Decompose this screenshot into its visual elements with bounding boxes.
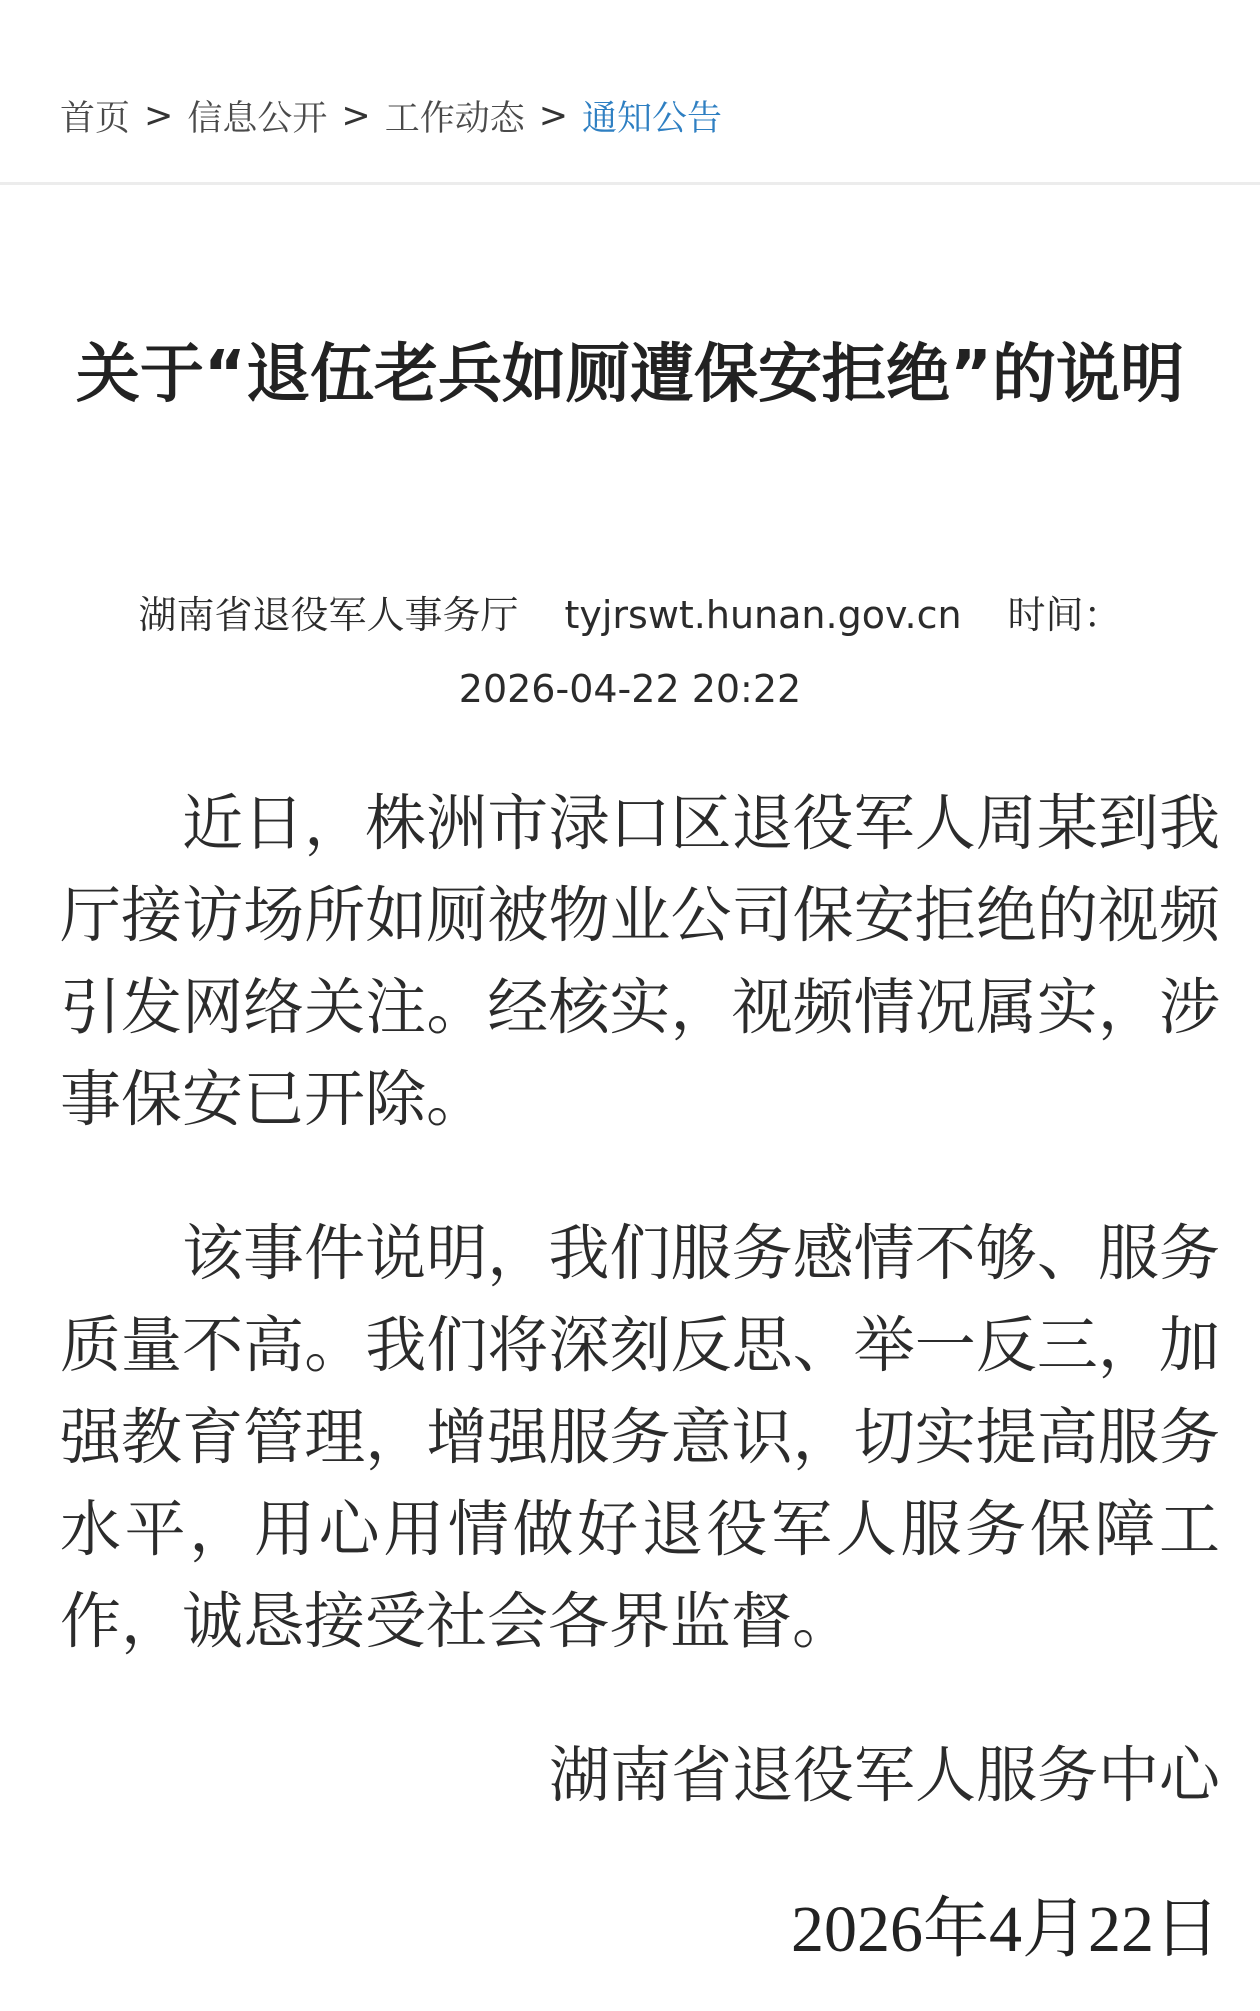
breadcrumb-notices-link[interactable]: 通知公告 [582, 99, 723, 139]
breadcrumb-separator: > [144, 96, 174, 136]
publish-time: 2026-04-22 20:22 [458, 667, 802, 711]
breadcrumb-home-link[interactable]: 首页 [60, 99, 131, 139]
article-body [60, 778, 1220, 1668]
article-paragraph: 近日，株洲市渌口区退役军人周某到我厅接访场所如厕被物业公司保安拒绝的视频引发网络关注。经核实，视频情况属实，涉事保安已开除。 [60, 788, 1220, 1135]
article-signature: 湖南省退役军人服务中心 [548, 1740, 1220, 1811]
article-title: 关于“退伍老兵如厕遭保安拒绝”的说明 [75, 337, 1185, 412]
breadcrumb-separator: > [538, 96, 569, 136]
source-label: 湖南省退役军人事务厅 [138, 593, 519, 637]
breadcrumb-info-public-link[interactable]: 信息公开 [187, 99, 328, 139]
header-divider [0, 182, 1260, 185]
article-date: 2026年4月22日 [791, 1893, 1220, 1966]
breadcrumb [60, 86, 722, 146]
breadcrumb-separator: > [341, 96, 371, 136]
article-paragraph: 该事件说明，我们服务感情不够、服务质量不高。我们将深刻反思、举一反三，加强教育管理，增强服务意识，切实提高服务水平，用心用情做好退役军人服务保障工作，诚恳接受社会各界监督。 [60, 1218, 1220, 1657]
breadcrumb-work-news-link[interactable]: 工作动态 [384, 99, 525, 139]
article-meta [100, 578, 1160, 726]
site-url[interactable]: tyjrswt.hunan.gov.cn [564, 593, 962, 637]
time-label: 时间： [1007, 593, 1122, 637]
